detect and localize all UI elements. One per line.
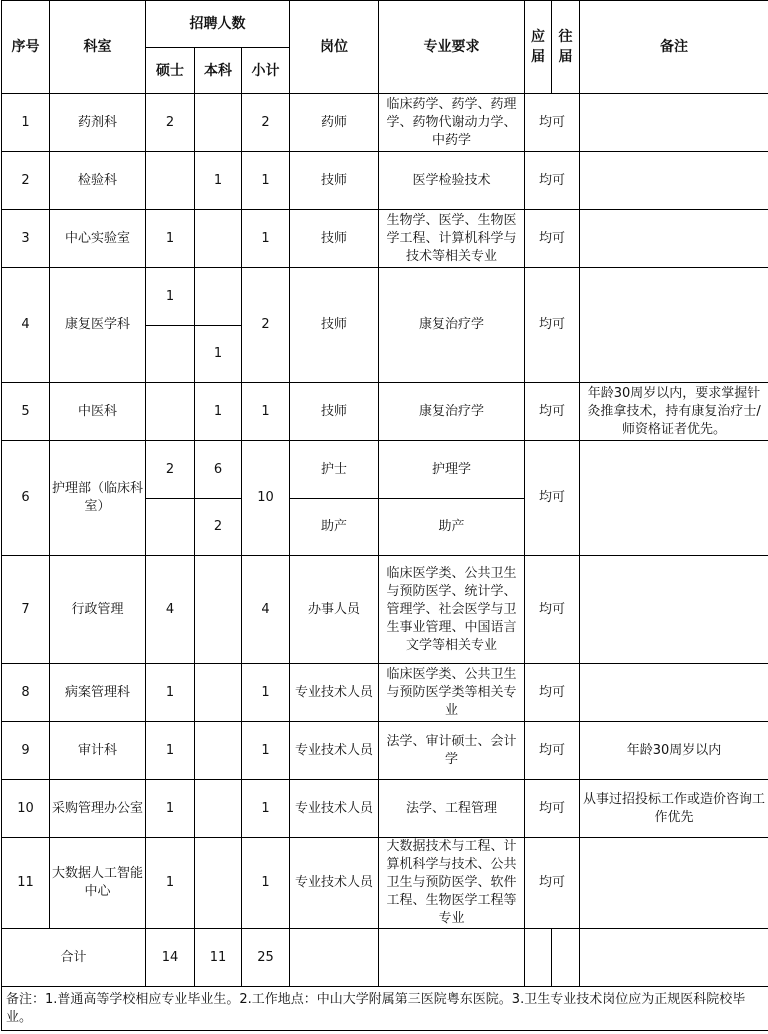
row-major: 护理学 [379, 441, 525, 499]
row-fresh: 均可 [525, 780, 580, 838]
row-position: 护士 [290, 441, 379, 499]
header-fresh: 应届 [525, 1, 552, 94]
row-dept: 护理部（临床科室） [50, 441, 146, 556]
row-subtotal: 4 [242, 556, 290, 664]
row-seq: 2 [2, 152, 50, 210]
row-seq: 7 [2, 556, 50, 664]
row-bachelor [195, 94, 242, 152]
row-subtotal: 1 [242, 152, 290, 210]
row-major: 法学、工程管理 [379, 780, 525, 838]
row-seq: 3 [2, 210, 50, 268]
row-fresh: 均可 [525, 722, 580, 780]
row-bachelor [195, 838, 242, 929]
total-subtotal: 25 [242, 929, 290, 987]
row-fresh: 均可 [525, 383, 580, 441]
row-seq: 1 [2, 94, 50, 152]
table-row [2, 664, 768, 722]
row-remark [580, 664, 768, 722]
total-label: 合计 [2, 929, 146, 987]
table-row [2, 780, 768, 838]
table-row [2, 556, 768, 664]
row-remark [580, 210, 768, 268]
row-master: 1 [146, 210, 195, 268]
row-bachelor: 1 [195, 326, 242, 383]
row-major: 生物学、医学、生物医学工程、计算机科学与技术等相关专业 [379, 210, 525, 268]
total-major-empty [379, 929, 525, 987]
row-remark: 从事过招投标工作或造价咨询工作优先 [580, 780, 768, 838]
row-major: 临床医学类、公共卫生与预防医学类等相关专业 [379, 664, 525, 722]
row-position: 技师 [290, 152, 379, 210]
table-row [2, 838, 768, 929]
total-fresh-empty [525, 929, 552, 987]
row-bachelor [195, 780, 242, 838]
row-fresh: 均可 [525, 838, 580, 929]
row-bachelor [195, 210, 242, 268]
row-subtotal: 2 [242, 268, 290, 383]
table-row [2, 152, 768, 210]
table-row [2, 383, 768, 441]
row-fresh: 均可 [525, 210, 580, 268]
header-dept: 科室 [50, 1, 146, 94]
row-major-2: 助产 [379, 499, 525, 556]
row-remark: 年龄30周岁以内 [580, 722, 768, 780]
row-subtotal: 1 [242, 780, 290, 838]
recruitment-table [1, 0, 768, 1031]
row-dept: 中医科 [50, 383, 146, 441]
row-remark [580, 441, 768, 556]
row-remark [580, 556, 768, 664]
row-master: 2 [146, 441, 195, 499]
row-master-empty [146, 499, 195, 556]
header-seq: 序号 [2, 1, 50, 94]
row-dept: 审计科 [50, 722, 146, 780]
table-row [2, 268, 768, 326]
row-seq: 8 [2, 664, 50, 722]
row-major: 大数据技术与工程、计算机科学与技术、公共卫生与预防医学、软件工程、生物医学工程等专业 [379, 838, 525, 929]
row-dept: 行政管理 [50, 556, 146, 664]
row-fresh: 均可 [525, 94, 580, 152]
table-row [2, 441, 768, 499]
row-seq: 5 [2, 383, 50, 441]
row-master: 1 [146, 664, 195, 722]
row-position: 技师 [290, 268, 379, 383]
row-subtotal: 1 [242, 383, 290, 441]
row-fresh: 均可 [525, 664, 580, 722]
row-major: 临床医学类、公共卫生与预防医学、统计学、管理学、社会医学与卫生事业管理、中国语言文学等相关专业 [379, 556, 525, 664]
row-remark [580, 838, 768, 929]
row-seq: 9 [2, 722, 50, 780]
row-position: 技师 [290, 383, 379, 441]
table-row [2, 94, 768, 152]
row-master: 2 [146, 94, 195, 152]
header-position: 岗位 [290, 1, 379, 94]
row-subtotal: 1 [242, 722, 290, 780]
row-position: 技师 [290, 210, 379, 268]
row-position: 专业技术人员 [290, 722, 379, 780]
row-seq: 11 [2, 838, 50, 929]
row-fresh: 均可 [525, 268, 580, 383]
footnote-row [2, 987, 768, 1031]
row-dept: 大数据人工智能中心 [50, 838, 146, 929]
total-experienced-empty [552, 929, 580, 987]
row-bachelor: 1 [195, 383, 242, 441]
header-experienced: 往届 [552, 1, 580, 94]
row-master [146, 152, 195, 210]
row-fresh: 均可 [525, 441, 580, 556]
row-major: 法学、审计硕士、会计学 [379, 722, 525, 780]
row-major: 康复治疗学 [379, 268, 525, 383]
table-row [2, 210, 768, 268]
row-remark [580, 94, 768, 152]
row-bachelor [195, 556, 242, 664]
row-bachelor-2: 2 [195, 499, 242, 556]
row-subtotal: 2 [242, 94, 290, 152]
row-master: 1 [146, 780, 195, 838]
row-major: 医学检验技术 [379, 152, 525, 210]
table-row [2, 722, 768, 780]
row-position-2: 助产 [290, 499, 379, 556]
row-seq: 10 [2, 780, 50, 838]
total-row [2, 929, 768, 987]
row-position: 专业技术人员 [290, 780, 379, 838]
row-seq: 6 [2, 441, 50, 556]
header-recruit-count: 招聘人数 [146, 1, 290, 48]
total-master: 14 [146, 929, 195, 987]
row-dept: 中心实验室 [50, 210, 146, 268]
row-fresh: 均可 [525, 556, 580, 664]
row-remark [580, 152, 768, 210]
row-major: 临床药学、药学、药理学、药物代谢动力学、中药学 [379, 94, 525, 152]
row-subtotal: 1 [242, 210, 290, 268]
row-master: 4 [146, 556, 195, 664]
row-fresh: 均可 [525, 152, 580, 210]
row-seq: 4 [2, 268, 50, 383]
row-bachelor: 1 [195, 152, 242, 210]
row-dept: 检验科 [50, 152, 146, 210]
header-row-1 [2, 1, 768, 48]
header-bachelor: 本科 [195, 48, 242, 94]
row-bachelor [195, 664, 242, 722]
header-subtotal: 小计 [242, 48, 290, 94]
row-bachelor [195, 722, 242, 780]
row-master: 1 [146, 838, 195, 929]
row-dept: 采购管理办公室 [50, 780, 146, 838]
row-dept: 康复医学科 [50, 268, 146, 383]
row-master: 1 [146, 268, 195, 326]
header-major: 专业要求 [379, 1, 525, 94]
row-bachelor-empty [195, 268, 242, 326]
row-position: 专业技术人员 [290, 664, 379, 722]
row-subtotal: 1 [242, 664, 290, 722]
row-subtotal: 1 [242, 838, 290, 929]
row-dept: 病案管理科 [50, 664, 146, 722]
row-master: 1 [146, 722, 195, 780]
row-major: 康复治疗学 [379, 383, 525, 441]
row-position: 办事人员 [290, 556, 379, 664]
row-position: 药师 [290, 94, 379, 152]
row-master [146, 383, 195, 441]
row-subtotal: 10 [242, 441, 290, 556]
row-position: 专业技术人员 [290, 838, 379, 929]
footnote: 备注：1.普通高等学校相应专业毕业生。2.工作地点：中山大学附属第三医院粤东医院。3.卫生专业技术岗位应为正规医科院校毕业。 [2, 987, 768, 1031]
total-bachelor: 11 [195, 929, 242, 987]
row-bachelor: 6 [195, 441, 242, 499]
row-master-empty [146, 326, 195, 383]
row-dept: 药剂科 [50, 94, 146, 152]
total-position-empty [290, 929, 379, 987]
header-remark: 备注 [580, 1, 768, 94]
total-remark-empty [580, 929, 768, 987]
row-remark [580, 268, 768, 383]
header-master: 硕士 [146, 48, 195, 94]
row-remark: 年龄30周岁以内，要求掌握针灸推拿技术，持有康复治疗士/师资格证者优先。 [580, 383, 768, 441]
